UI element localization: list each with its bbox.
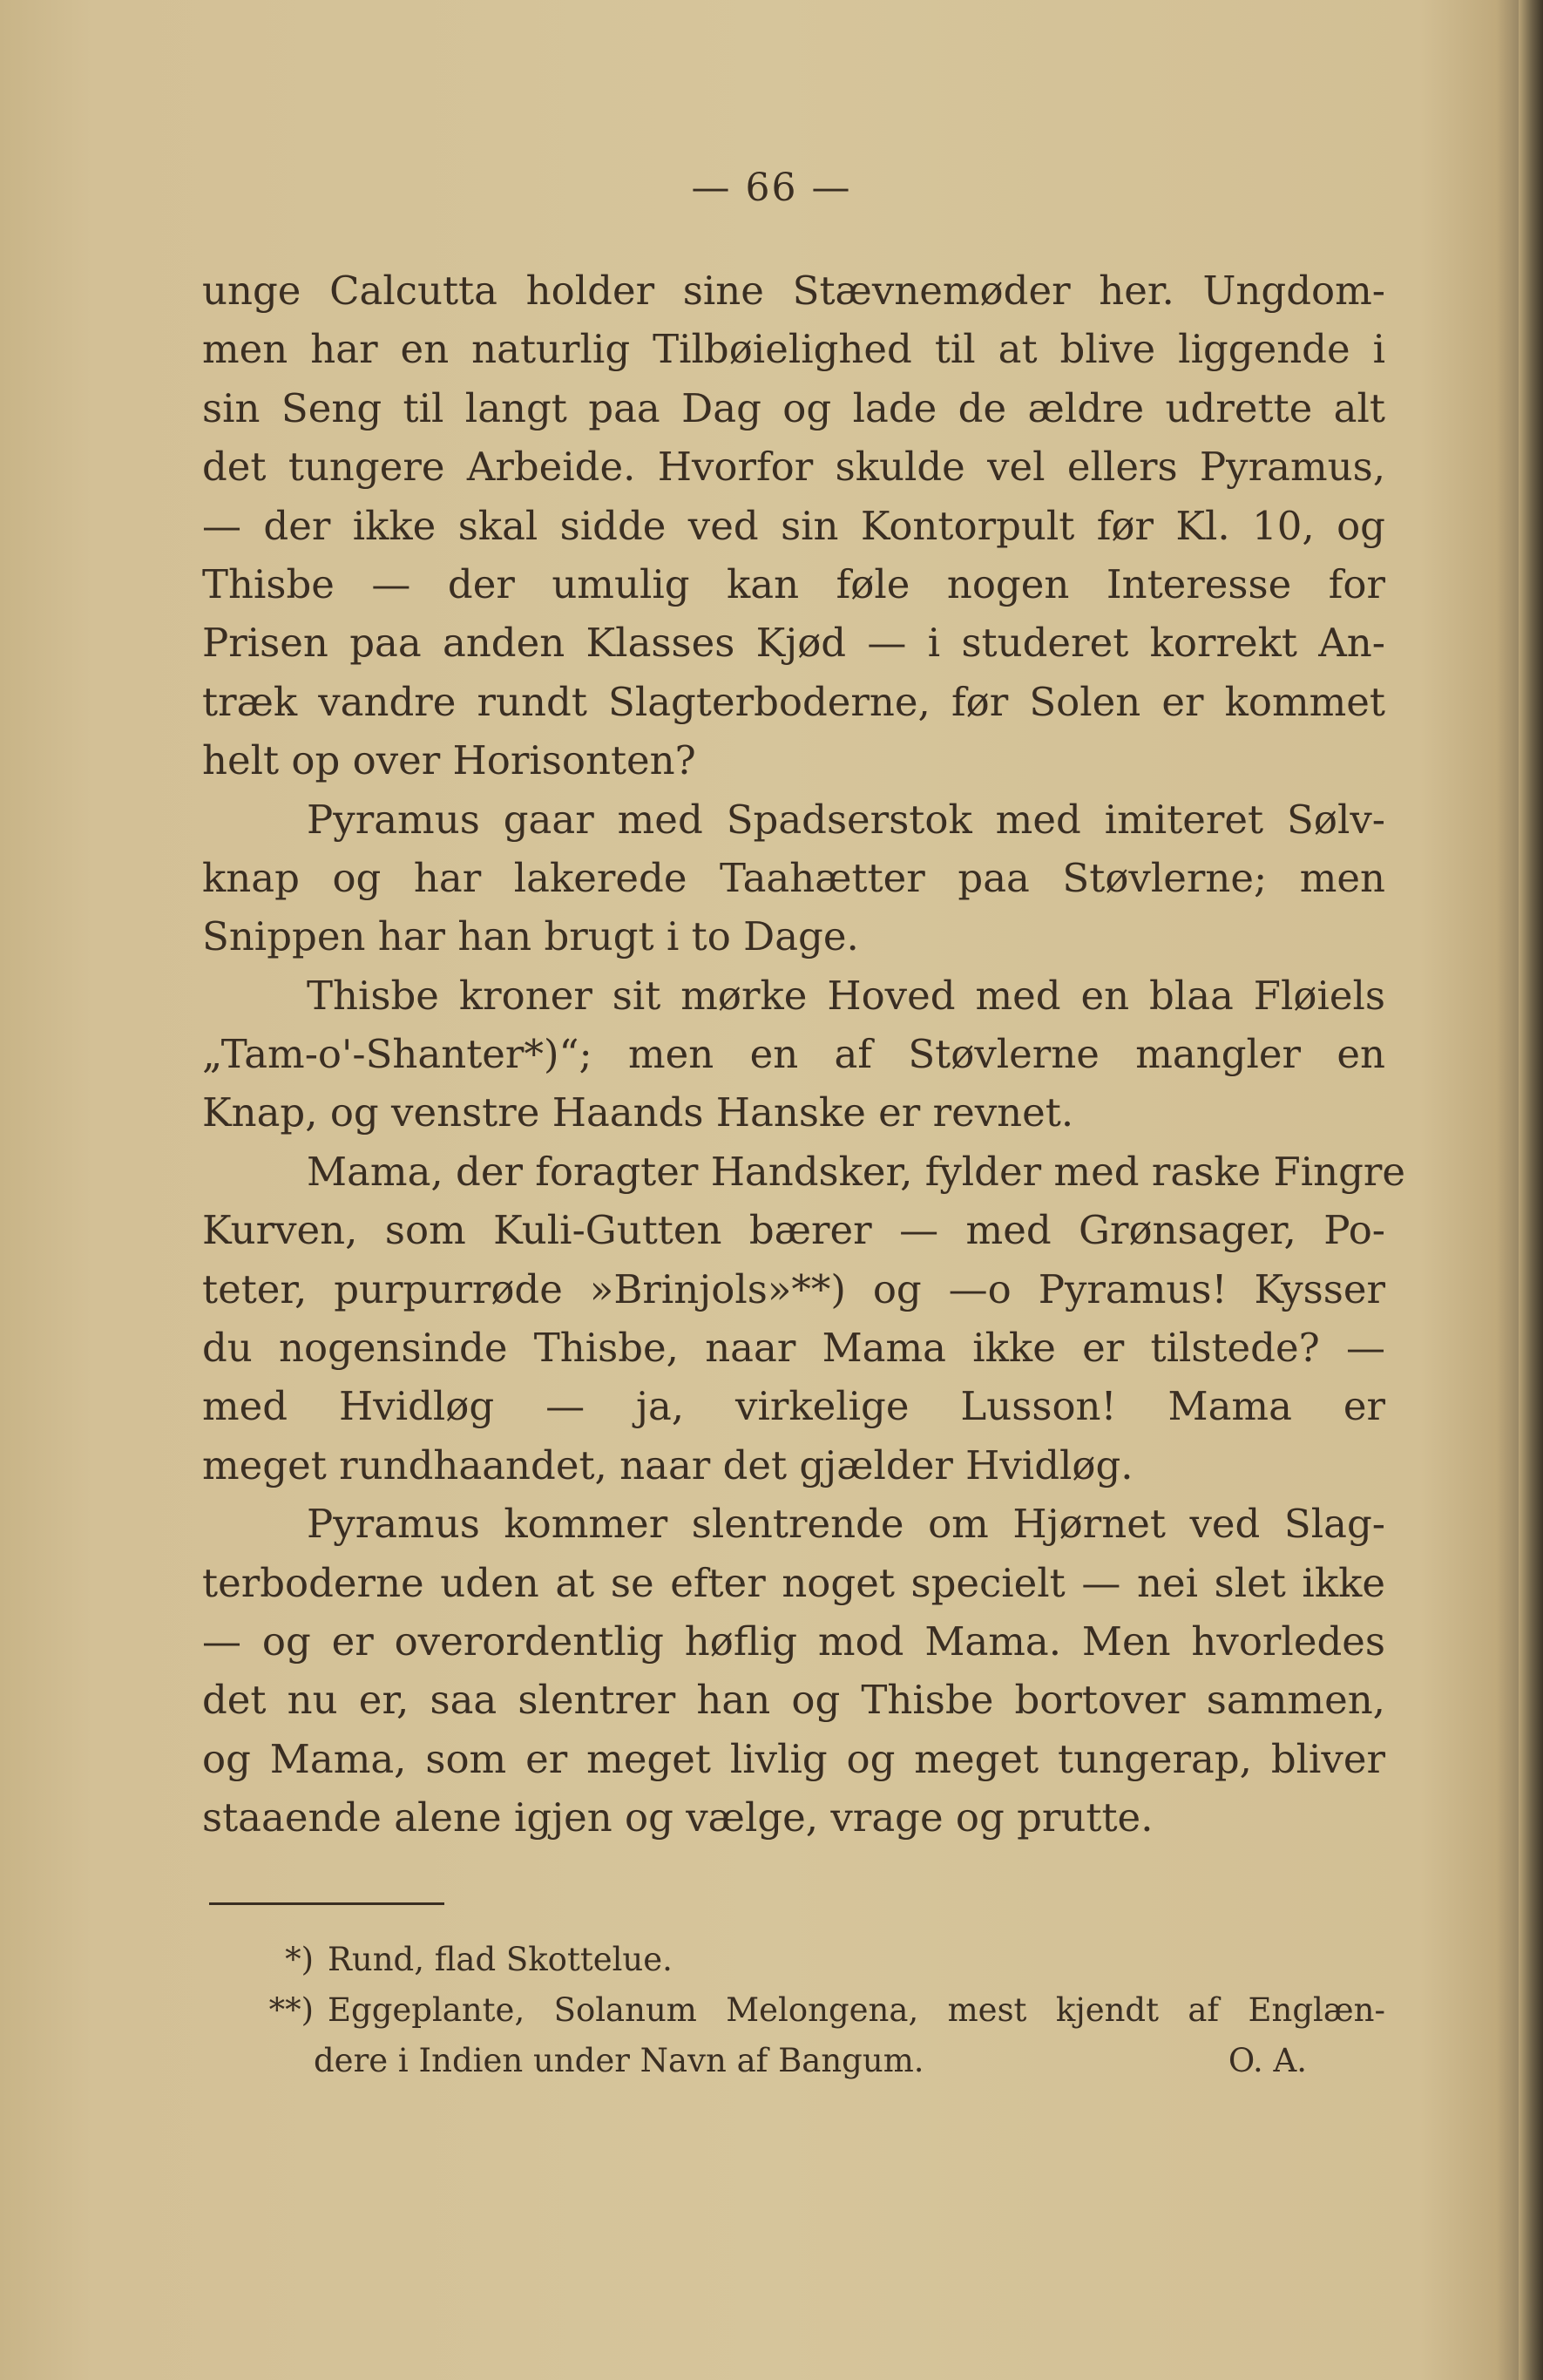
page-binding-edge [1519,0,1543,2380]
text-line: Knap, og venstre Haands Hanske er revnet. [202,1089,1074,1136]
footnote-continuation-text: dere i Indien under Navn af Bangum. [314,2042,924,2079]
text-line: meget rundhaandet, naar det gjælder Hvidløg. [202,1441,1134,1488]
text-line: Pyramus kommer slentrende om Hjørnet ved Slag- [307,1501,1385,1548]
footnote-marker: *) [285,1941,314,1978]
text-line: men har en naturlig Tilbøielighed til at blive liggende i [202,326,1385,373]
footnote-2 [202,1985,1385,2036]
footnote-rule [209,1902,444,1905]
text-line: Thisbe — der umulig kan føle nogen Interesse for [202,560,1385,607]
text-line: og Mama, som er meget livlig og meget tungerap, bliver [202,1735,1385,1782]
text-line: Snippen har han brugt i to Dage. [202,913,859,960]
text-line: staaende alene igjen og vælge, vrage og prutte. [202,1794,1154,1841]
text-line: det nu er, saa slentrer han og Thisbe bortover sammen, [202,1677,1385,1724]
text-line: terboderne uden at se efter noget specielt — nei slet ikke [202,1559,1385,1606]
text-line: „Tam-o'-Shanter*)“; men en af Støvlerne mangler en [202,1031,1385,1078]
footnote-text: Rund, flad Skottelue. [328,1941,673,1978]
text-line: Mama, der foragter Handsker, fylder med raske Fingre [307,1148,1406,1195]
text-line: med Hvidløg — ja, virkelige Lusson! Mama er [202,1383,1385,1430]
body-text [202,261,1406,1848]
footnote-1 [202,1935,1385,1985]
text-line: det tungere Arbeide. Hvorfor skulde vel ellers Pyramus, [202,444,1385,491]
text-line: knap og har lakerede Taahætter paa Støvlerne; men [202,854,1385,901]
text-line: Kurven, som Kuli-Gutten bærer — med Grønsager, Po- [202,1207,1385,1254]
text-line: — der ikke skal sidde ved sin Kontorpult før Kl. 10, og [202,502,1385,549]
footnote-signature: O. A. [1228,2042,1307,2079]
text-line: teter, purpurrøde »Brinjols»**) og —o Pyramus! Kysser [202,1265,1385,1312]
text-line: — og er overordentlig høflig mod Mama. Men hvorledes [202,1617,1385,1665]
text-line: helt op over Horisonten? [202,737,696,784]
text-line: du nogensinde Thisbe, naar Mama ikke er tilstede? — [202,1325,1385,1372]
footnotes [202,1935,1385,2086]
text-line: træk vandre rundt Slagterboderne, før Solen er kommet [202,678,1385,725]
footnote-marker: **) [268,1991,314,2029]
text-line: sin Seng til langt paa Dag og lade de ældre udrette alt [202,384,1385,431]
text-line: unge Calcutta holder sine Stævnemøder her. Ungdom- [202,268,1385,314]
text-line: Prisen paa anden Klasses Kjød — i studeret korrekt An- [202,620,1385,667]
footnote-text: Eggeplante, Solanum Melongena, mest kjendt af Englæn- [328,1991,1385,2029]
page-number: — 66 — [691,166,852,210]
text-line: Thisbe kroner sit mørke Hoved med en blaa Fløiels [307,972,1385,1019]
footnote-2-continuation [202,2036,1385,2086]
text-line: Pyramus gaar med Spadserstok med imiteret Sølv- [307,796,1385,843]
